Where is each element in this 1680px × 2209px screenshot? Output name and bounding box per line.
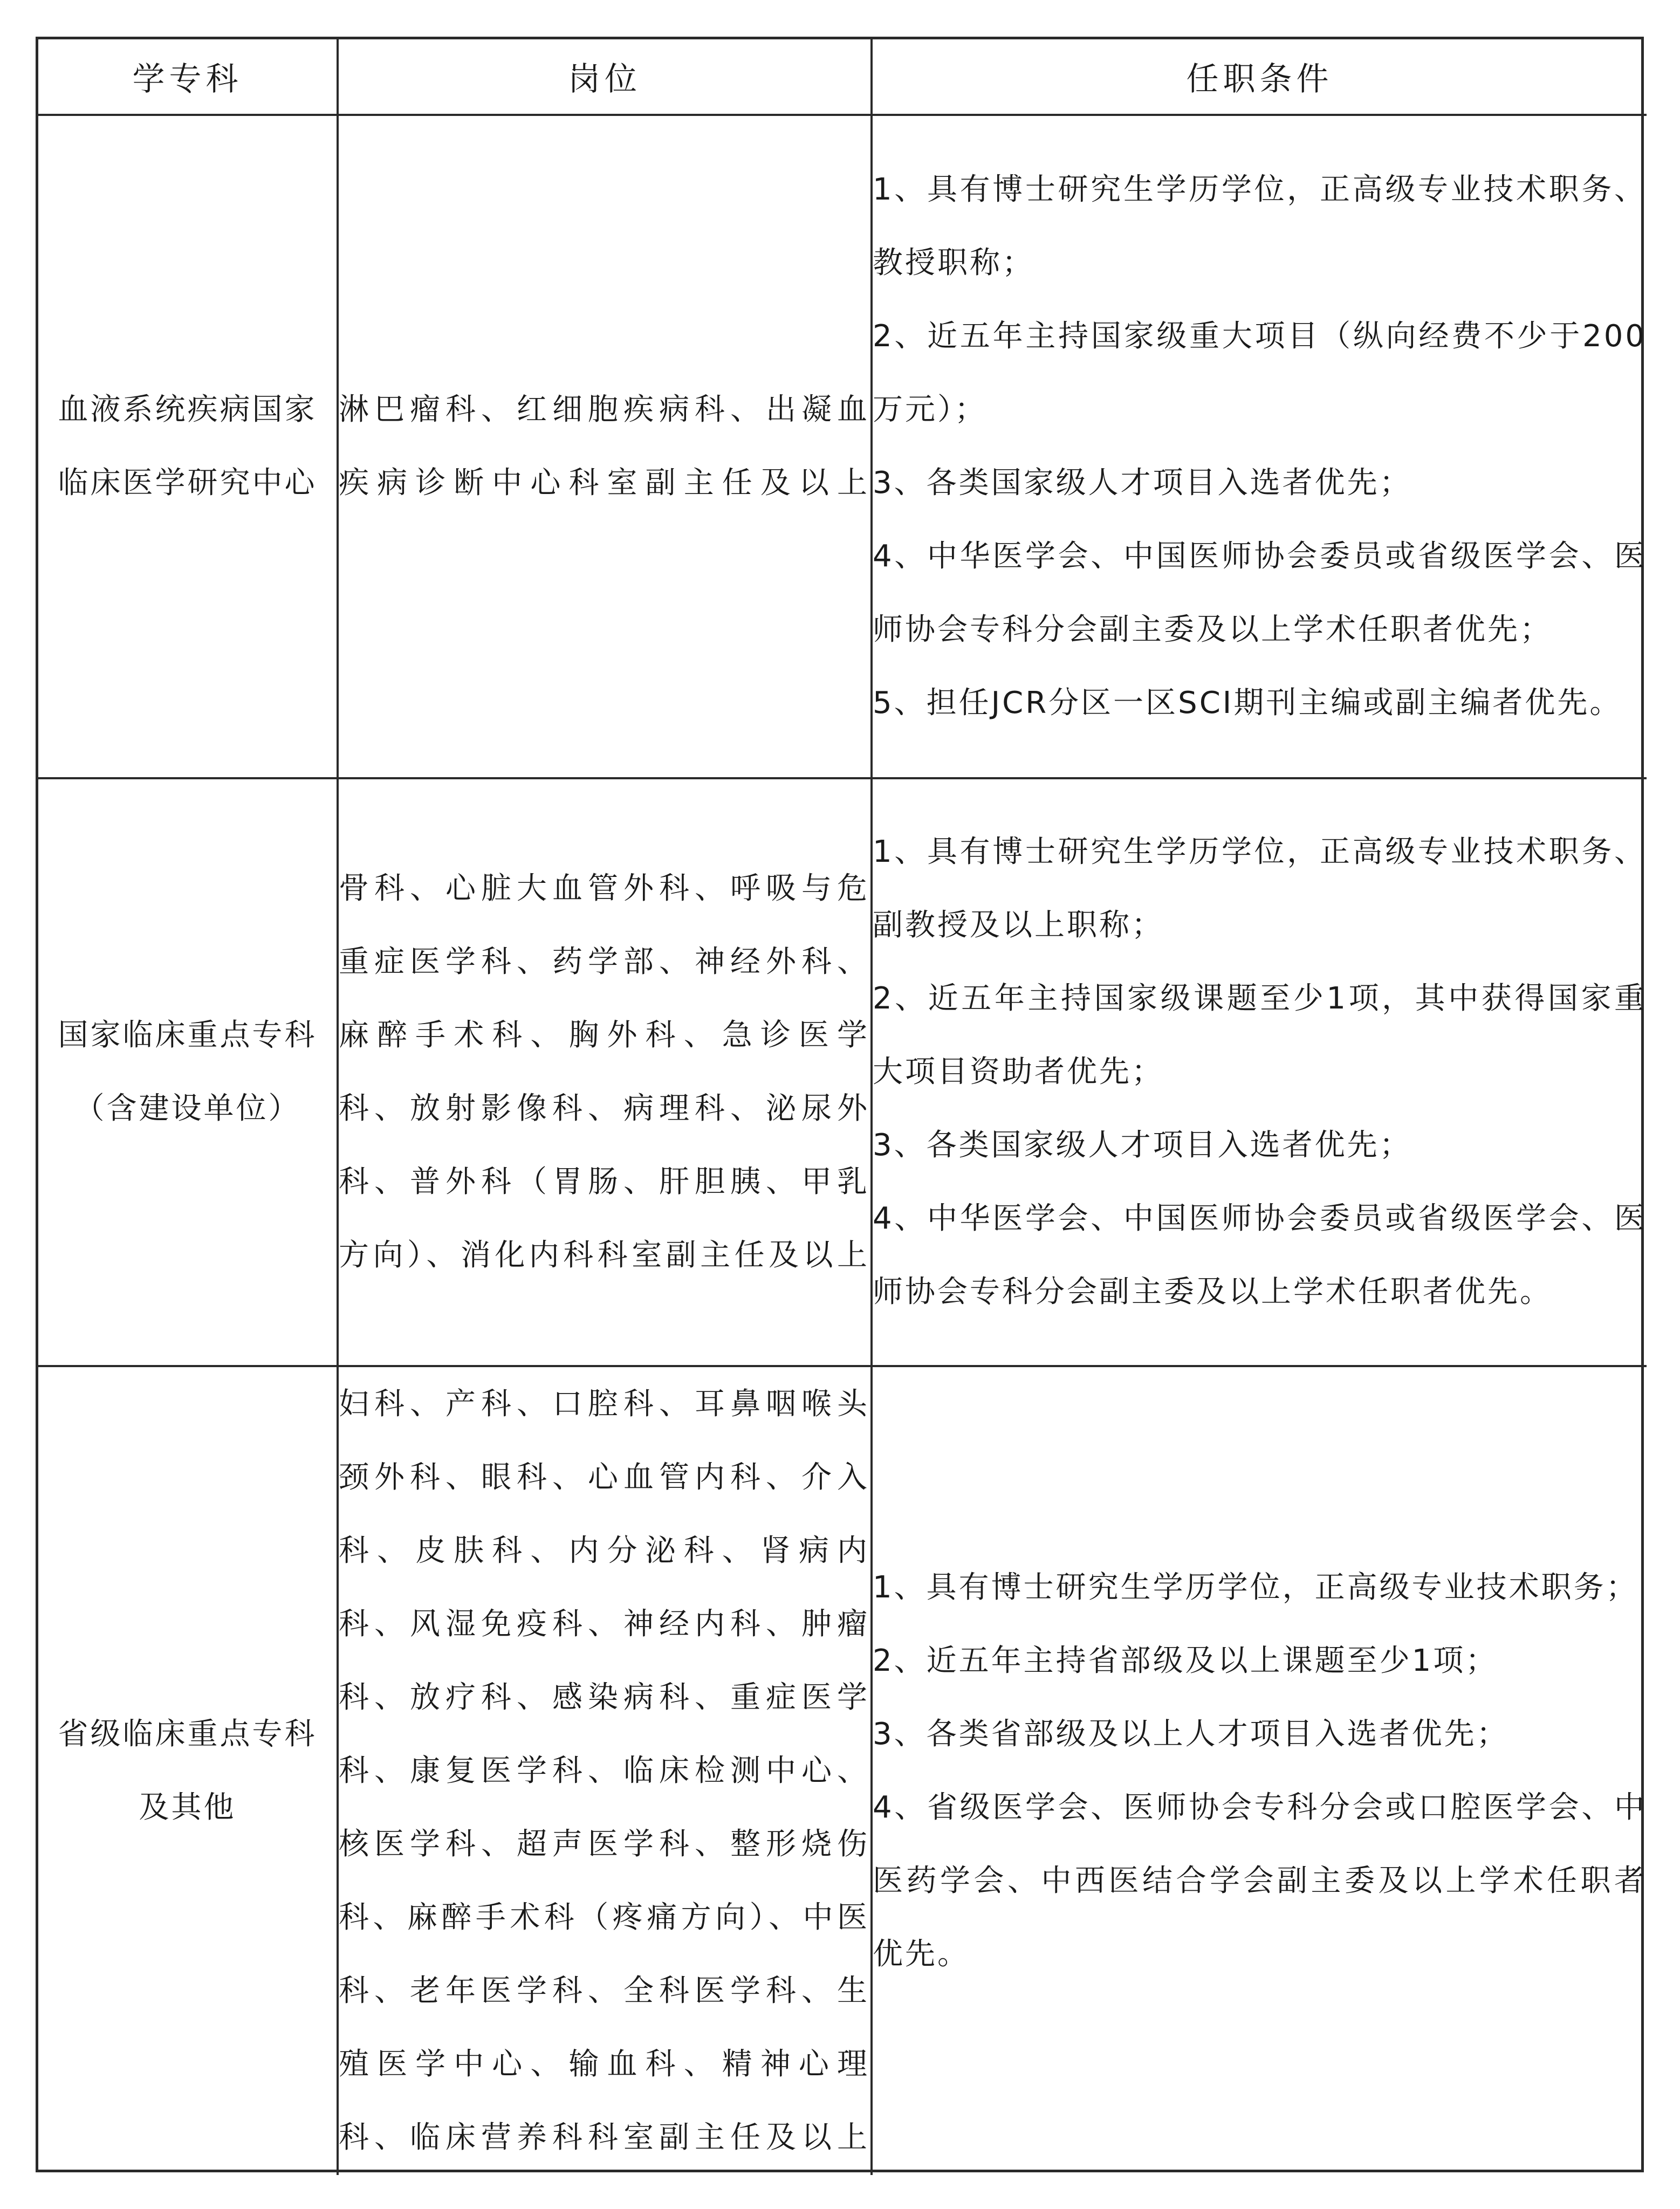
requirement-item: 3、各类省部级及以上人才项目入选者优先；: [873, 1717, 1509, 1752]
positions-cell: [338, 115, 872, 778]
requirement-item: 2、近五年主持国家级重大项目（纵向经费不少于200万元）；: [873, 319, 1647, 427]
discipline-cell: [38, 778, 338, 1366]
requirements-cell: [872, 778, 1647, 1366]
positions-text: 妇科、产科、口腔科、耳鼻咽喉头颈外科、眼科、心血管内科、介入科、皮肤科、内分泌科、肾病内科、风湿免疫科、神经内科、肿瘤科、放疗科、感染病科、重症医学科、康复医学科、临床检测中心、核医学科、超声医学科、整形烧伤科、麻醉手术科（疼痛方向）、中医科、老年医学科、全科医学科、生殖医学中心、输血科、精神心理科、临床营养科科室副主任及以上: [339, 1387, 870, 2155]
discipline-cell: [38, 1366, 338, 2175]
table-row: [38, 778, 1647, 1366]
discipline-line: （含建设单位）: [74, 1091, 301, 1126]
requirement-item: 1、具有博士研究生学历学位，正高级专业技术职务、副教授及以上职称；: [873, 834, 1647, 943]
requirement-item: 1、具有博士研究生学历学位，正高级专业技术职务；: [873, 1570, 1638, 1605]
requirement-item: 3、各类国家级人才项目入选者优先；: [873, 1128, 1412, 1163]
requirement-item: 2、近五年主持省部级及以上课题至少1项；: [873, 1643, 1498, 1678]
positions-cell: [338, 778, 872, 1366]
discipline-line: 省级临床重点专科: [58, 1717, 317, 1752]
requirement-item: 1、具有博士研究生学历学位，正高级专业技术职务、教授职称；: [873, 172, 1647, 280]
requirement-item: 4、省级医学会、医师协会专科分会或口腔医学会、中医药学会、中西医结合学会副主委及以上学术任职者优先。: [873, 1790, 1647, 1972]
requirements-list: [873, 815, 1647, 1329]
requirements-list: [873, 1551, 1647, 1991]
discipline-line: 血液系统疾病国家: [58, 392, 317, 427]
discipline-cell: [38, 115, 338, 778]
requirement-item: 2、近五年主持国家级课题至少1项，其中获得国家重大项目资助者优先；: [873, 981, 1647, 1089]
positions-cell: [338, 1366, 872, 2175]
recruitment-table-frame: [36, 37, 1647, 2172]
requirement-item: 4、中华医学会、中国医师协会委员或省级医学会、医师协会专科分会副主委及以上学术任职者优先。: [873, 1201, 1647, 1309]
requirement-item: 3、各类国家级人才项目入选者优先；: [873, 465, 1412, 500]
discipline-line: 临床医学研究中心: [58, 465, 317, 500]
table-row: [38, 115, 1647, 778]
positions-text: 骨科、心脏大血管外科、呼吸与危重症医学科、药学部、神经外科、麻醉手术科、胸外科、急诊医学科、放射影像科、病理科、泌尿外科、普外科（胃肠、肝胆胰、甲乳方向）、消化内科科室副主任及以上: [339, 871, 870, 1273]
requirement-item: 5、担任JCR分区一区SCI期刊主编或副主编者优先。: [873, 685, 1622, 721]
header-position: 岗位: [338, 39, 872, 115]
requirements-cell: [872, 1366, 1647, 2175]
table-header-row: [38, 39, 1647, 115]
discipline-line: 及其他: [139, 1790, 236, 1825]
recruitment-table: [38, 39, 1647, 2175]
header-discipline: 学专科: [38, 39, 338, 115]
table-row: [38, 1366, 1647, 2175]
requirements-cell: [872, 115, 1647, 778]
header-requirements: 任职条件: [872, 39, 1647, 115]
requirements-list: [873, 153, 1647, 740]
positions-text: 淋巴瘤科、红细胞疾病科、出凝血疾病诊断中心科室副主任及以上: [339, 392, 870, 500]
requirement-item: 4、中华医学会、中国医师协会委员或省级医学会、医师协会专科分会副主委及以上学术任职者优先；: [873, 539, 1647, 647]
discipline-line: 国家临床重点专科: [58, 1018, 317, 1053]
